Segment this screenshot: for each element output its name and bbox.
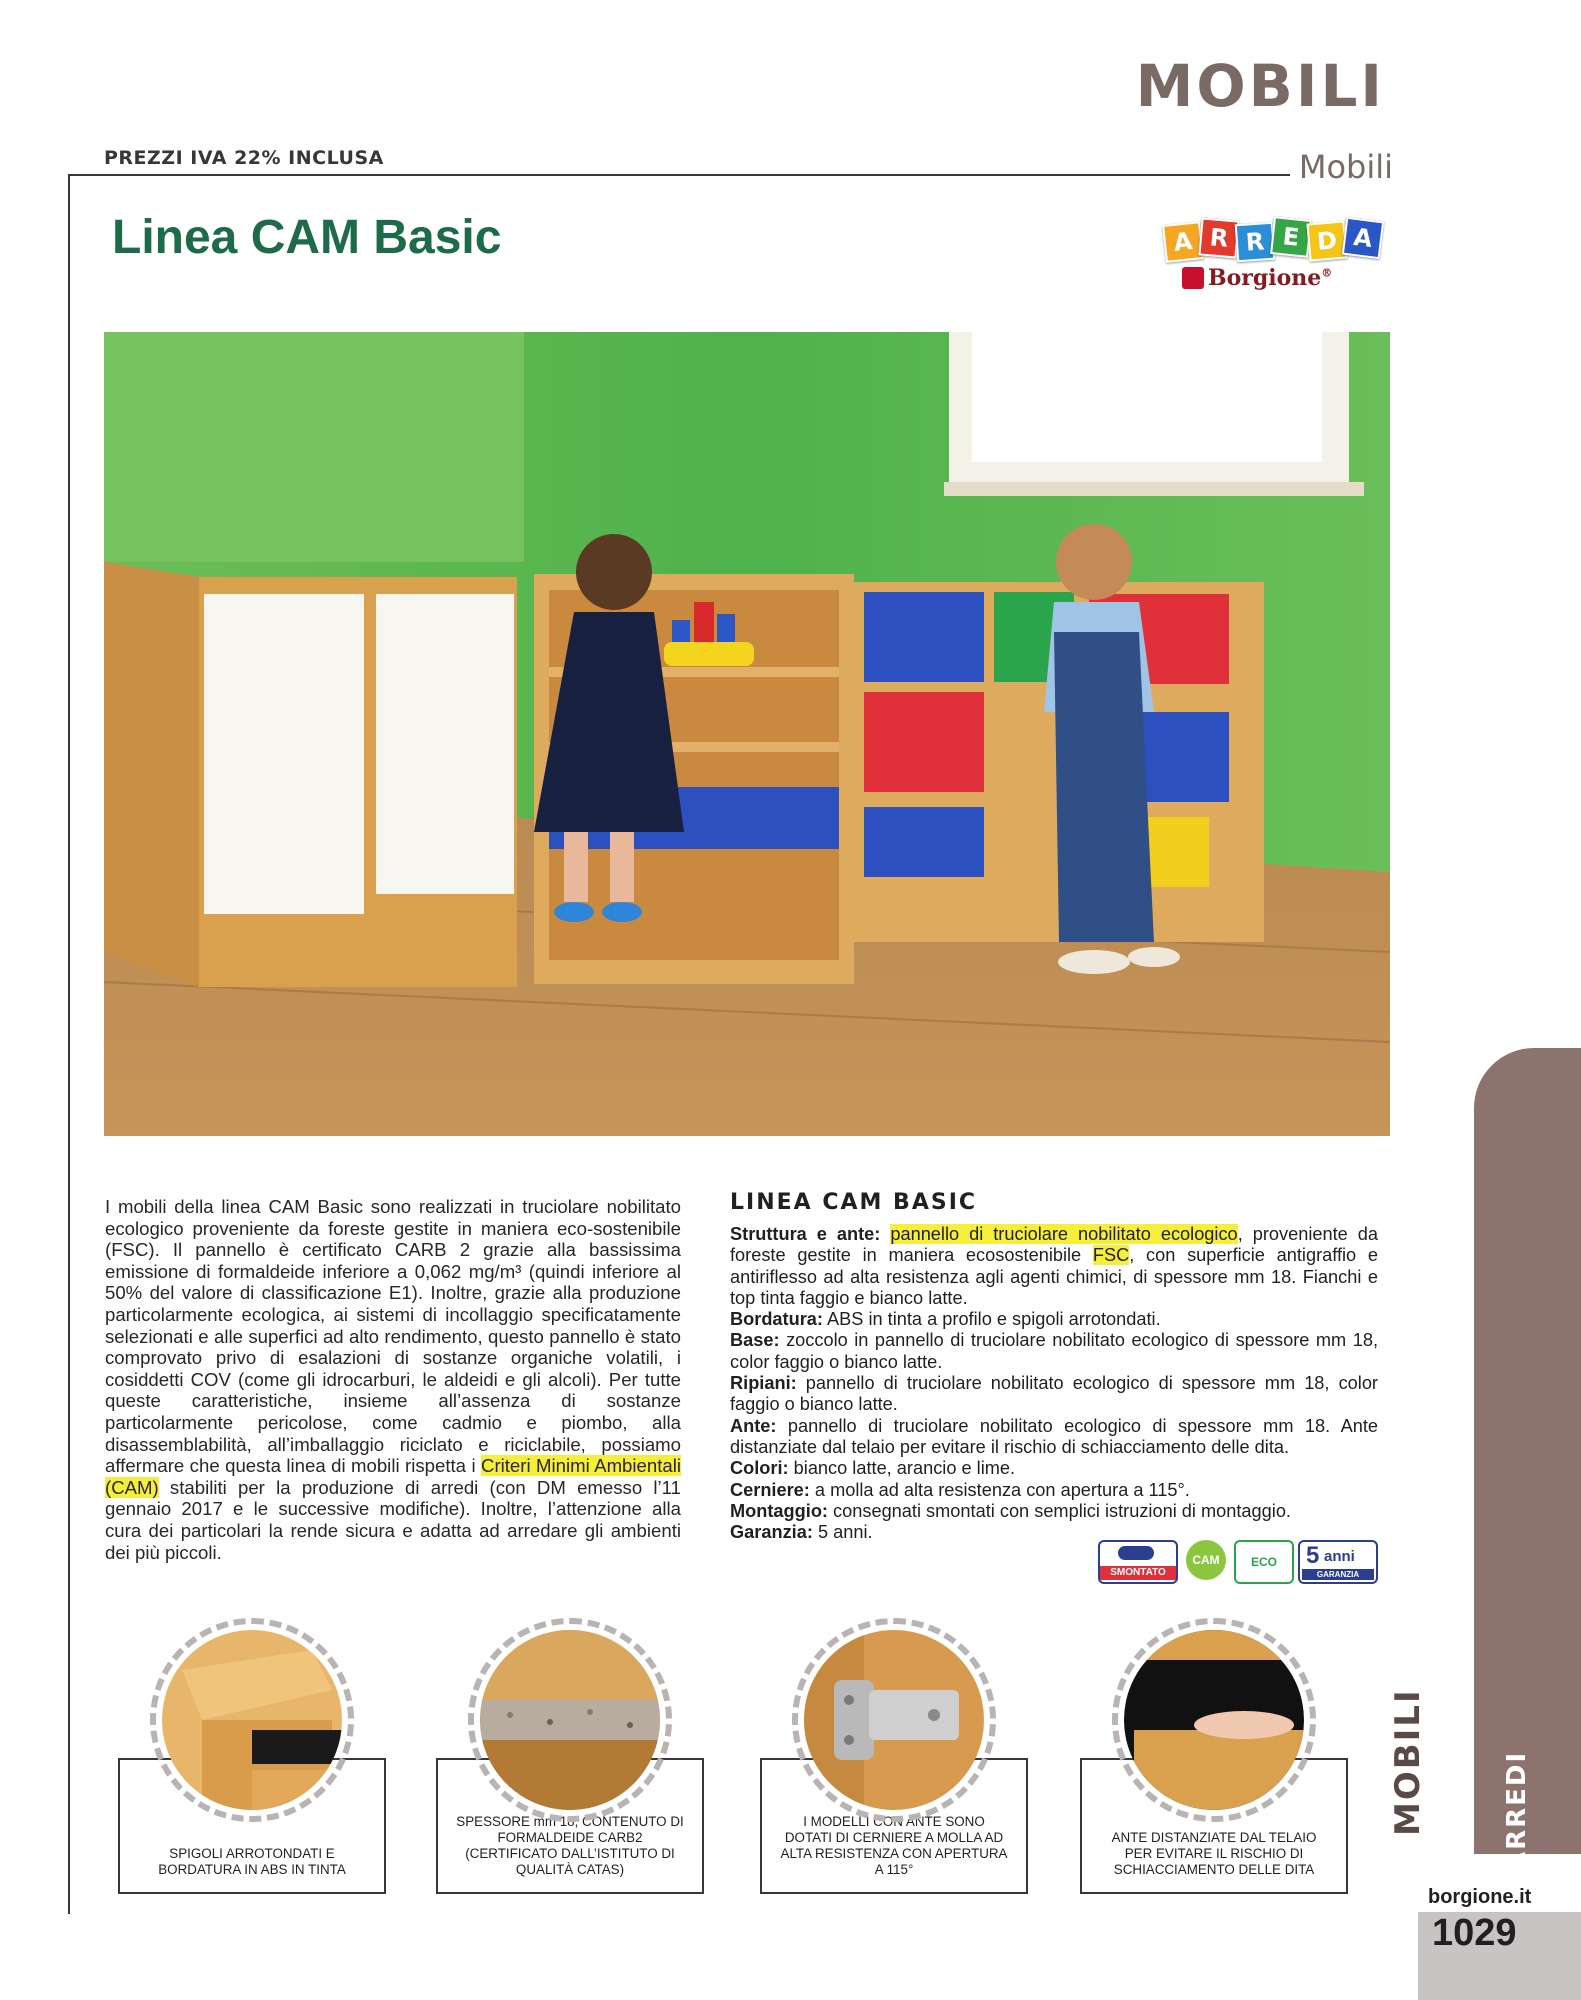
subcategory-label: Mobili bbox=[1298, 148, 1393, 186]
door-gap-icon bbox=[1112, 1618, 1316, 1822]
cam-badge: CAM bbox=[1186, 1540, 1226, 1580]
logo-letter: R bbox=[1198, 217, 1239, 258]
smontato-badge: SMONTATO bbox=[1098, 1540, 1178, 1584]
feature-caption: I MODELLI CON ANTE SONO DOTATI DI CERNIERE A MOLLA AD ALTA RESISTENZA CON APERTURA A 115° bbox=[780, 1814, 1008, 1877]
prices-note: PREZZI IVA 22% INCLUSA bbox=[104, 147, 384, 169]
intro-paragraph bbox=[105, 1196, 681, 1563]
website-label: borgione.it bbox=[1428, 1886, 1532, 1908]
screwdriver-icon bbox=[1118, 1546, 1154, 1560]
feature-hinges bbox=[754, 1618, 1034, 1908]
logo-letter: D bbox=[1306, 220, 1347, 261]
classroom-furniture-photo bbox=[104, 332, 1390, 1136]
logo-letter: E bbox=[1270, 216, 1312, 258]
logo-letter: A bbox=[1162, 221, 1204, 263]
intro-highlight: Criteri Minimi Ambientali (CAM) bbox=[105, 1455, 681, 1498]
product-line-title: Linea CAM Basic bbox=[112, 211, 502, 264]
spec-cerniere: Cerniere: a molla ad alta resistenza con apertura a 115°. bbox=[730, 1479, 1190, 1500]
feature-caption: ANTE DISTANZIATE DAL TELAIO PER EVITARE IL RISCHIO DI SCHIACCIAMENTO DELLE DITA bbox=[1111, 1830, 1317, 1877]
intro-text-end: stabiliti per la produzione di arredi (con DM emesso l’11 gennaio 2017 e le successive modifiche). Inoltre, l’attenzione alla cura dei particolari la rende sicura e adatta ad arredare gli ambienti dei più piccoli. bbox=[105, 1476, 681, 1563]
spec-montaggio: Montaggio: consegnati smontati con semplici istruzioni di montaggio. bbox=[730, 1500, 1291, 1521]
feature-caption: SPESSORE mm 18, CONTENUTO DI FORMALDEIDE CARB2 (CERTIFICATO DALL’ISTITUTO DI QUALITÀ CATAS) bbox=[456, 1814, 684, 1877]
spec-base: Base: zoccolo in pannello di truciolare nobilitato ecologico di spessore mm 18, color faggio o bianco latte. bbox=[730, 1330, 1378, 1372]
arreda-borgione-logo bbox=[1160, 215, 1400, 305]
hinge-icon bbox=[792, 1618, 996, 1822]
spec-struttura: Struttura e ante: pannello di truciolare nobilitato ecologico, proveniente da foreste gestite in maniera ecosostenibile FSC, con superficie antigraffio e antiriflesso ad alta resistenza agli agenti chimici, di spessore mm 18. Fianchi e top tinta faggio e bianco latte. bbox=[730, 1224, 1378, 1308]
eco-badge: ECO bbox=[1234, 1540, 1294, 1584]
specs-title: LINEA CAM BASIC bbox=[730, 1190, 978, 1215]
page-number: 1029 bbox=[1432, 1912, 1517, 1954]
logo-letter: A bbox=[1342, 217, 1384, 259]
feature-caption: SPIGOLI ARROTONDATI E BORDATURA IN ABS IN TINTA bbox=[158, 1846, 346, 1877]
spec-ripiani: Ripiani: pannello di truciolare nobilitato ecologico di spessore mm 18, color faggio o bianco latte. bbox=[730, 1373, 1378, 1415]
feature-door-gap bbox=[1074, 1618, 1354, 1908]
feature-rounded-edges bbox=[112, 1618, 392, 1908]
rounded-edge-icon bbox=[150, 1618, 354, 1822]
warranty-badge: 5 anni GARANZIA bbox=[1298, 1540, 1378, 1584]
product-badges bbox=[1098, 1540, 1378, 1584]
borgione-mark-icon bbox=[1182, 267, 1204, 289]
tab-label-arredi: ARREDI bbox=[1502, 1750, 1532, 1872]
logo-letter: R bbox=[1235, 222, 1276, 263]
panel-thickness-icon bbox=[468, 1618, 672, 1822]
category-title: MOBILI bbox=[1135, 52, 1385, 120]
tab-label-mobili: MOBILI bbox=[1388, 1688, 1428, 1836]
intro-text: I mobili della linea CAM Basic sono realizzati in truciolare nobilitato ecologico proveniente da foreste gestite in maniera eco-sostenibile (FSC). Il pannello è certificato CARB 2 grazie alla bassissima emissione di formaldeide inferiore a 0,062 mg/m³ (quindi inferiore al 50% del valore di classificazione E1). Inoltre, grazie alla produzione particolarmente ecologica, ai sistemi di incollaggio specificatamente selezionati e alle superfici ad alto rendimento, questo pannello è stato comprovato privo di esalazioni di sostanze organiche volatili, i cosiddetti COV (come gli idrocarburi, le aldeidi e gli alcoli). Per tutte queste caratteristiche, insieme all’assenza di sostanze particolarmente pericolose, come cadmio e piombo, alla disassemblabilità, all’imballaggio riciclato e riciclabile, possiamo affermare che questa linea di mobili rispetta i bbox=[105, 1196, 681, 1477]
spec-garanzia: Garanzia: 5 anni. bbox=[730, 1522, 873, 1543]
spec-colori: Colori: bianco latte, arancio e lime. bbox=[730, 1458, 1016, 1479]
borgione-brand: Borgione® bbox=[1208, 265, 1333, 291]
feature-panel-thickness bbox=[430, 1618, 710, 1908]
section-tab bbox=[1474, 1048, 1581, 1854]
spec-ante: Ante: pannello di truciolare nobilitato ecologico di spessore mm 18. Ante distanziate dal telaio per evitare il rischio di schiacciamento delle dita. bbox=[730, 1415, 1378, 1457]
left-divider bbox=[68, 174, 70, 1914]
spec-bordatura: Bordatura: ABS in tinta a profilo e spigoli arrotondati. bbox=[730, 1309, 1161, 1330]
header-divider bbox=[68, 174, 1290, 176]
specs-list bbox=[730, 1224, 1378, 1543]
